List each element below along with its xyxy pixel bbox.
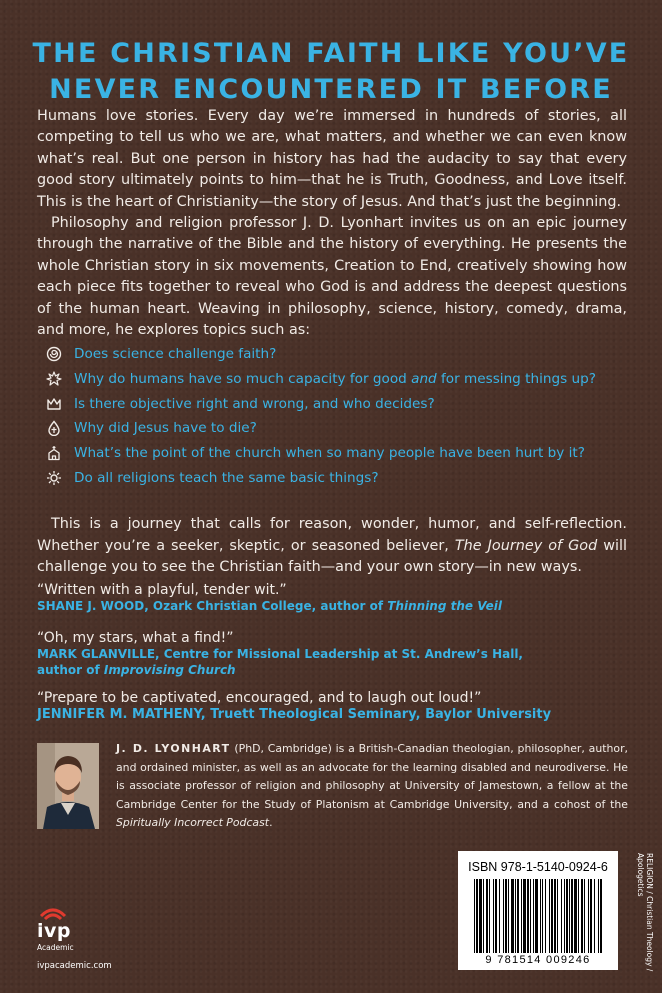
endorsement [37,690,637,723]
barcode-bar [523,879,526,953]
barcode-bar [508,879,509,953]
closing-text [37,514,627,579]
barcode-bar [521,879,522,953]
topic-text: Why did Jesus have to die? [74,420,257,437]
topic-item [46,465,636,490]
publisher-url: ivpacademic.com [37,961,112,971]
sun-icon [46,470,62,486]
topic-text: Why do humans have so much capacity for good [74,371,412,388]
book-title: The Journey of God [454,537,598,554]
barcode-bar [503,879,504,953]
barcode-bar [476,879,478,953]
author-bio-text: (PhD, Cambridge) is a British-Canadian theologian, philosopher, author, and ordained minister, as well as an advocate for the learning disabled and neurodiverse. He is associate professor of religion and philosophy at University of Jamestown, a fellow at the Cambridge Center for the Study of Platonism at Cambridge University, and a cohost of the [116,742,629,811]
topic-text-emphasis: and [411,371,437,388]
barcode-bar [495,879,497,953]
barcode-bar [533,879,534,953]
endorsement [37,630,637,678]
church-icon [46,445,62,461]
headline-line-2: NEVER ENCOUNTERED IT BEFORE [49,74,613,105]
endorsement-attribution: SHANE J. WOOD, Ozark Christian College, author of Thinning the Veil [37,599,502,613]
drop-icon [46,420,62,436]
publisher-logo: ivp [37,920,71,942]
barcode-bar [530,879,531,953]
intro-text [37,106,627,341]
barcode-bar [489,879,490,953]
barcode-bar [493,879,494,953]
topic-item [46,342,636,367]
barcode-bar [517,879,519,953]
barcode-bar [590,879,592,953]
headline [0,36,662,108]
barcode [458,851,618,970]
topic-item [46,416,636,441]
barcode-bar [551,879,553,953]
barcode-bar [527,879,529,953]
barcode-bar [554,879,556,953]
barcode-bar [486,879,488,953]
topic-item [46,441,636,466]
endorsement-attribution: MARK GLANVILLE, Centre for Missional Leadership at St. Andrew’s Hall, [37,647,523,661]
barcode-bar [564,879,565,953]
barcode-bar [542,879,543,953]
barcode-bar [474,879,475,953]
endorsement [37,582,637,615]
endorsement-attribution-line-2: author of Improvising Church [37,662,236,677]
intro-paragraph-1: Humans love stories. Every day we’re immersed in hundreds of stories, all competing to tell us who we are, what matters, and whether we can even know what’s real. But one person in history has had the audacity to say that every good story ultimately points to him—that he is Truth, Goodness, and Love itself. This is the heart of Christianity—the story of Jesus. And that’s just the beginning. [37,108,627,210]
barcode-bar [479,879,482,953]
barcode-bar [571,879,573,953]
endorsement-quote: “Prepare to be captivated, encouraged, and to laugh out loud!” [37,690,482,706]
spiral-icon [46,346,62,362]
closing-text-end: will challenge you to see the Christian faith—and your own story—in new ways. [37,537,627,575]
barcode-bar [584,879,585,953]
barcode-bar [505,879,507,953]
headline-line-1: THE CHRISTIAN FAITH LIKE YOU’VE [32,38,630,69]
topic-text: Is there objective right and wrong, and who decides? [74,395,435,412]
barcode-bar [594,879,595,953]
barcode-bar [545,879,546,953]
barcode-bar [578,879,579,953]
barcode-bar [598,879,599,953]
author-bio: J. D. LYONHART (PhD, Cambridge) is a British-Canadian theologian, philosopher, author, and ordained minister, as well as an advocate for the learning disabled and neurodiverse. He is associate professor of religion and philosophy at University of Jamestown, a fellow at the Cambridge Center for the Study of Platonism at Cambridge University, and a cohost of the Spiritually Incorrect Podcast. [116,742,629,829]
category-label: RELIGION / Christian Theology / Apologetics [636,853,654,972]
intro-paragraph-2: Philosophy and religion professor J. D. Lyonhart invites us on an epic journey through the narrative of the Bible and the history of everything. He presents the whole Christian story in six movements, Creation to End, creatively showing how each piece fits together to reveal who God is and address the deepest questions of the human heart. Weaving in philosophy, science, history, comedy, drama, and more, he explores topics such as: [37,215,627,339]
topic-list [46,342,636,490]
barcode-bar [540,879,541,953]
barcode-bar [561,879,562,953]
barcode-bar [574,879,577,953]
topic-text: Does science challenge faith? [74,346,277,363]
topic-item [46,391,636,416]
author-photo [37,743,99,829]
barcode-bar [566,879,568,953]
author-name: J. D. LYONHART [116,742,231,755]
barcode-bar [483,879,484,953]
barcode-bar [557,879,558,953]
barcode-bar [581,879,583,953]
barcode-bar [569,879,570,953]
topic-text: What’s the point of the church when so many people have been hurt by it? [74,445,585,462]
barcode-bar [515,879,516,953]
barcode-bar [588,879,589,953]
closing-text-start: This is a journey that calls for reason, wonder, humor, and self-reflection. Whether you’re a seeker, skeptic, or seasoned believer, [37,516,627,554]
publisher-imprint: Academic [37,943,74,952]
podcast-title: Spiritually Incorrect Podcast [116,816,270,829]
topic-text-end: for messing things up? [436,371,596,388]
endorsement-quote: “Oh, my stars, what a find!” [37,630,234,646]
barcode-bar [535,879,538,953]
isbn: ISBN 978-1-5140-0924-6 [468,860,608,874]
barcode-bar [511,879,514,953]
barcode-bar [549,879,550,953]
endorsement-attribution: JENNIFER M. MATHENY, Truett Theological Seminary, Baylor University [37,707,552,722]
topic-text: Do all religions teach the same basic things? [74,469,379,486]
barcode-bar [499,879,500,953]
topic-item [46,367,636,392]
barcode-bar [600,879,602,953]
burst-figure-icon [46,371,62,387]
crown-icon [46,396,62,412]
barcode-digits: 9 781514 009246 [485,954,591,966]
barcode-bars [472,879,604,953]
endorsement-quote: “Written with a playful, tender wit.” [37,582,287,598]
